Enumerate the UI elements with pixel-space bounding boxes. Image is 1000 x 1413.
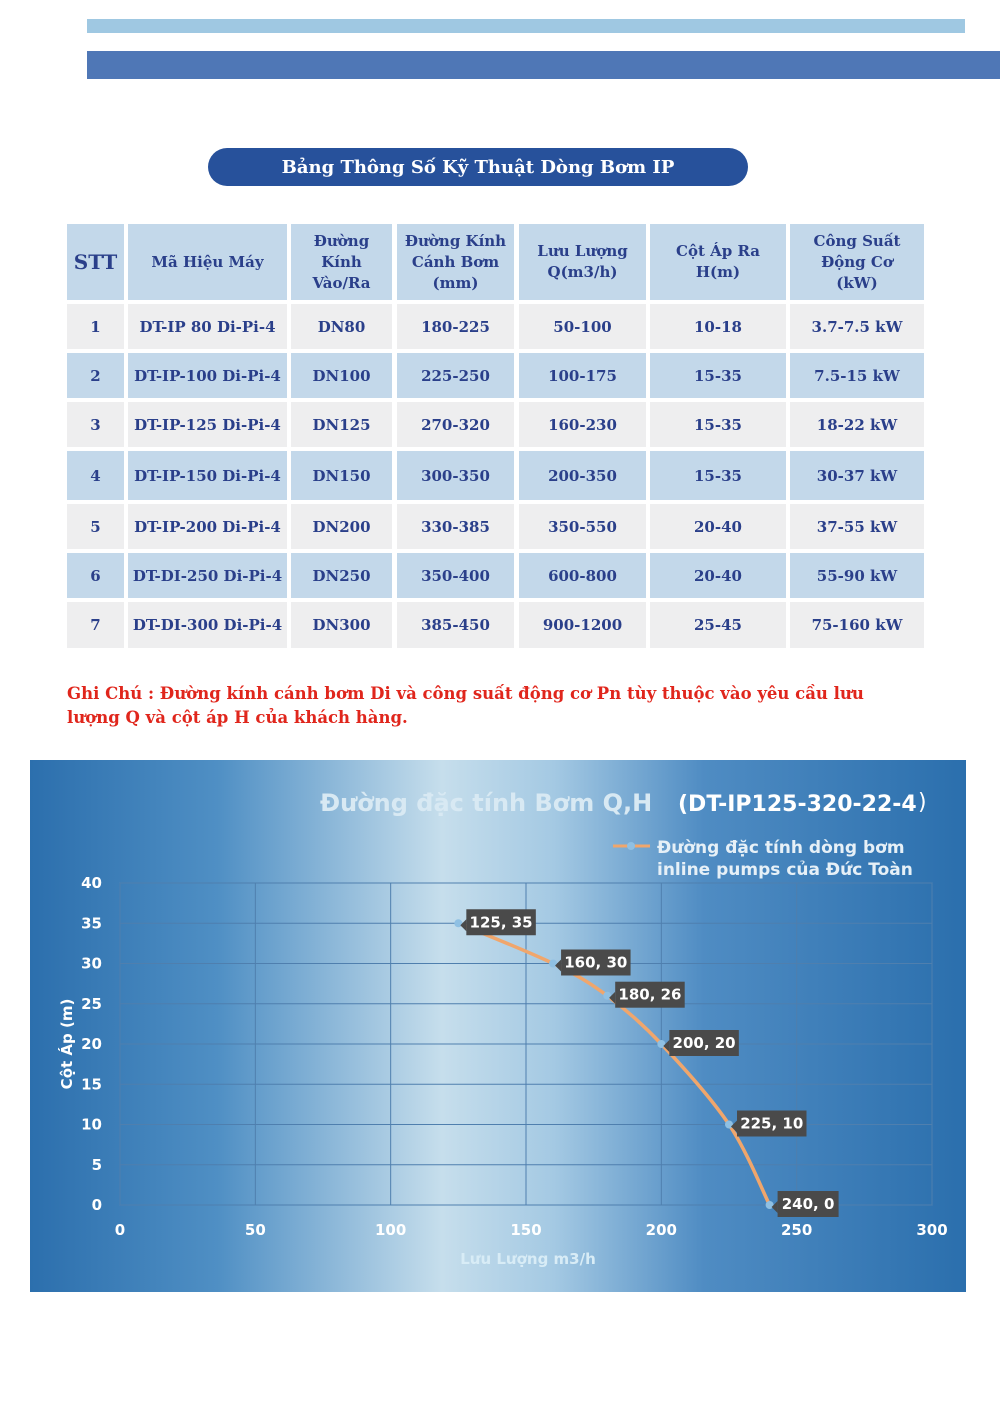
cell-power: 18-22 kW <box>790 402 924 447</box>
cell-head: 15-35 <box>650 353 786 398</box>
cell-impeller: 180-225 <box>397 304 514 349</box>
table-title: Bảng Thông Số Kỹ Thuật Dòng Bơm IP <box>208 148 748 186</box>
header-inlet-line2: Vào/Ra <box>312 273 371 292</box>
cell-flow: 200-350 <box>519 451 646 500</box>
note-line-1: Ghi Chú : Đường kính cánh bơm Di và công suất động cơ Pn tùy thuộc vào yêu cầu lưu <box>67 684 864 703</box>
header-inlet <box>291 224 392 300</box>
cell-model: DT-IP-150 Di-Pi-4 <box>128 451 287 500</box>
decorative-top-bar-dark <box>87 51 1000 79</box>
data-label: 125, 35 <box>469 913 533 932</box>
cell-stt: 3 <box>67 402 124 447</box>
header-inlet-line1: Đường Kính <box>313 231 370 271</box>
x-axis-label: Lưu Lượng m3/h <box>460 1250 596 1268</box>
chart-svg <box>30 760 966 1292</box>
cell-stt: 6 <box>67 553 124 598</box>
x-tick-label: 100 <box>375 1221 407 1239</box>
header-impeller-line1: Đường Kính <box>404 231 507 250</box>
y-tick-label: 15 <box>81 1075 102 1094</box>
cell-impeller: 385-450 <box>397 602 514 648</box>
cell-model: DT-IP-125 Di-Pi-4 <box>128 402 287 447</box>
header-flow-line1: Lưu Lượng <box>537 242 628 260</box>
header-power-line2: Động Cơ <box>821 252 893 271</box>
table-row <box>67 602 926 648</box>
x-tick-label: 50 <box>244 1221 266 1239</box>
header-flow-line2: Q(m3/h) <box>547 263 618 281</box>
cell-impeller: 350-400 <box>397 553 514 598</box>
cell-head: 20-40 <box>650 553 786 598</box>
chart-title-close: ) <box>918 790 927 815</box>
y-tick-label: 5 <box>91 1155 102 1174</box>
table-row <box>67 304 926 349</box>
header-head-line2: H(m) <box>695 263 741 281</box>
y-tick-label: 20 <box>81 1035 102 1053</box>
legend-marker <box>627 842 635 850</box>
x-tick-label: 150 <box>510 1221 542 1239</box>
cell-impeller: 225-250 <box>397 353 514 398</box>
cell-model: DT-IP-200 Di-Pi-4 <box>128 504 287 549</box>
x-tick-label: 200 <box>645 1221 677 1239</box>
note-text <box>67 682 927 730</box>
x-tick-label: 250 <box>781 1221 813 1239</box>
y-tick-label: 0 <box>91 1196 102 1214</box>
y-axis-label: Cột Áp (m) <box>58 998 76 1090</box>
header-impeller-line3: (mm) <box>432 273 479 292</box>
cell-inlet: DN80 <box>291 304 392 349</box>
cell-flow: 50-100 <box>519 304 646 349</box>
cell-impeller: 270-320 <box>397 402 514 447</box>
cell-head: 20-40 <box>650 504 786 549</box>
note-line-2: lượng Q và cột áp H của khách hàng. <box>67 708 408 727</box>
cell-power: 55-90 kW <box>790 553 924 598</box>
table-header-row <box>67 224 926 300</box>
header-head <box>650 224 786 300</box>
x-tick-label: 0 <box>114 1221 126 1239</box>
cell-model: DT-DI-300 Di-Pi-4 <box>128 602 287 648</box>
cell-flow: 100-175 <box>519 353 646 398</box>
header-flow <box>519 224 646 300</box>
chart-title: Đường đặc tính Bơm Q,H <box>320 789 653 817</box>
data-point <box>603 992 611 1000</box>
header-power-line3: (kW) <box>836 273 878 292</box>
header-impeller-line2: Cánh Bơm <box>411 252 500 271</box>
cell-power: 75-160 kW <box>790 602 924 648</box>
table-row <box>67 353 926 398</box>
data-label: 160, 30 <box>564 953 628 972</box>
table-row <box>67 402 926 447</box>
decorative-top-bar-light <box>87 19 965 33</box>
chart-title-suffix: (DT-IP125-320-22-4 <box>678 792 917 817</box>
cell-inlet: DN100 <box>291 353 392 398</box>
y-tick-label: 30 <box>81 954 102 973</box>
cell-flow: 600-800 <box>519 553 646 598</box>
data-point <box>766 1201 774 1209</box>
cell-impeller: 330-385 <box>397 504 514 549</box>
header-power <box>790 224 924 300</box>
y-tick-label: 40 <box>81 874 102 892</box>
y-tick-label: 35 <box>81 914 102 933</box>
cell-flow: 160-230 <box>519 402 646 447</box>
cell-head: 15-35 <box>650 451 786 500</box>
cell-stt: 2 <box>67 353 124 398</box>
data-label: 200, 20 <box>672 1034 736 1052</box>
cell-inlet: DN300 <box>291 602 392 648</box>
cell-head: 25-45 <box>650 602 786 648</box>
cell-model: DT-DI-250 Di-Pi-4 <box>128 553 287 598</box>
cell-flow: 900-1200 <box>519 602 646 648</box>
header-model: Mã Hiệu Máy <box>128 224 287 300</box>
cell-power: 30-37 kW <box>790 451 924 500</box>
table-row <box>67 504 926 549</box>
y-tick-label: 25 <box>81 994 102 1013</box>
cell-stt: 1 <box>67 304 124 349</box>
data-label: 240, 0 <box>781 1195 835 1213</box>
table-row <box>67 451 926 500</box>
header-stt: STT <box>67 224 124 300</box>
y-tick-label: 10 <box>81 1115 102 1134</box>
cell-stt: 5 <box>67 504 124 549</box>
cell-inlet: DN150 <box>291 451 392 500</box>
cell-head: 10-18 <box>650 304 786 349</box>
cell-impeller: 300-350 <box>397 451 514 500</box>
legend-text-line2: inline pumps của Đức Toàn <box>657 860 913 880</box>
data-point <box>657 1040 665 1048</box>
x-tick-label: 300 <box>916 1221 948 1239</box>
pump-curve-chart <box>30 760 966 1292</box>
cell-inlet: DN200 <box>291 504 392 549</box>
header-impeller <box>397 224 514 300</box>
header-head-line1: Cột Áp Ra <box>676 242 760 260</box>
cell-power: 3.7-7.5 kW <box>790 304 924 349</box>
cell-model: DT-IP-100 Di-Pi-4 <box>128 353 287 398</box>
cell-power: 37-55 kW <box>790 504 924 549</box>
legend-text-line1: Đường đặc tính dòng bơm <box>657 838 905 858</box>
data-label: 225, 10 <box>740 1114 804 1133</box>
cell-head: 15-35 <box>650 402 786 447</box>
data-point <box>725 1121 733 1129</box>
cell-inlet: DN250 <box>291 553 392 598</box>
data-label: 180, 26 <box>618 985 682 1004</box>
cell-stt: 4 <box>67 451 124 500</box>
cell-stt: 7 <box>67 602 124 648</box>
cell-model: DT-IP 80 Di-Pi-4 <box>128 304 287 349</box>
cell-inlet: DN125 <box>291 402 392 447</box>
table-row <box>67 553 926 598</box>
cell-flow: 350-550 <box>519 504 646 549</box>
header-power-line1: Công Suất <box>813 231 901 250</box>
cell-power: 7.5-15 kW <box>790 353 924 398</box>
